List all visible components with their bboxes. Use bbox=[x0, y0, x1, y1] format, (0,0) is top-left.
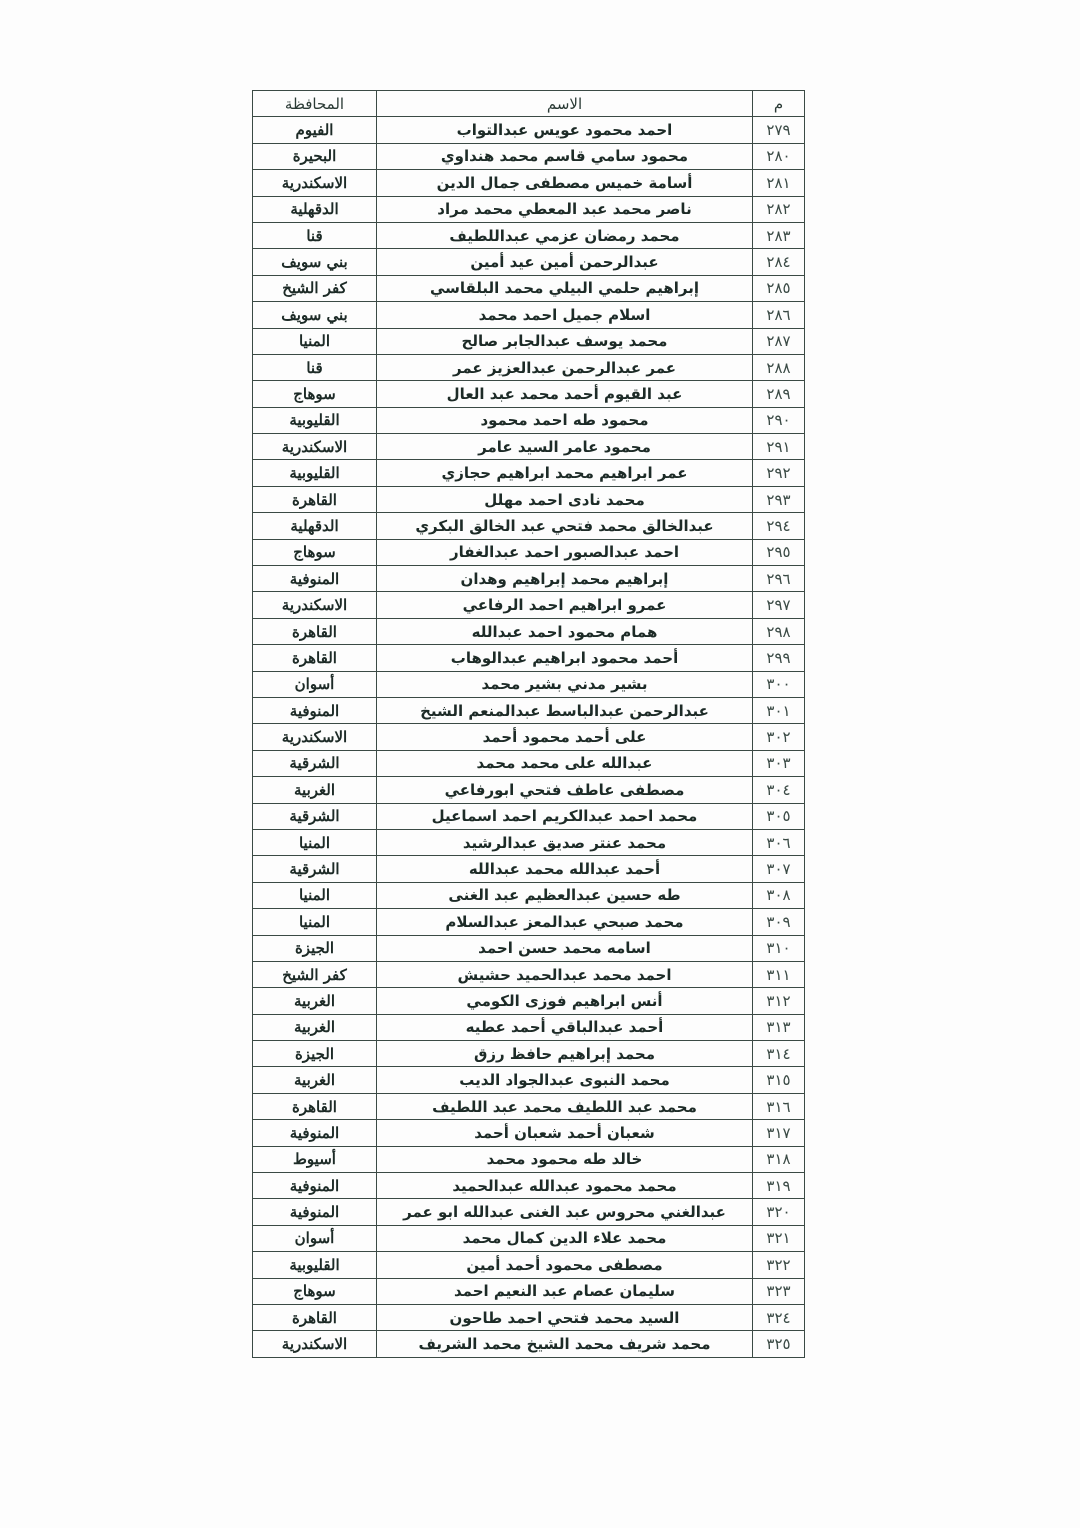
row-governorate: الجيزة bbox=[253, 935, 377, 961]
table-row bbox=[253, 724, 805, 750]
row-governorate: البحيرة bbox=[253, 143, 377, 169]
row-name: أحمد محمود ابراهيم عبدالوهاب bbox=[377, 645, 753, 671]
table-row bbox=[253, 381, 805, 407]
row-name: سليمان عصام عبد النعيم احمد bbox=[377, 1278, 753, 1304]
header-number: م bbox=[753, 91, 805, 117]
row-number: ٣١٧ bbox=[753, 1120, 805, 1146]
row-name: محمد إبراهيم حافظ رزق bbox=[377, 1041, 753, 1067]
row-number: ٣٠٥ bbox=[753, 803, 805, 829]
row-number: ٢٨٢ bbox=[753, 196, 805, 222]
row-name: مصطفى عاطف فتحي ابورفاعي bbox=[377, 777, 753, 803]
row-name: محمود سامي قاسم محمد هنداوي bbox=[377, 143, 753, 169]
table-row bbox=[253, 434, 805, 460]
row-number: ٣١٣ bbox=[753, 1014, 805, 1040]
row-name: إبراهيم محمد إبراهيم وهدان bbox=[377, 566, 753, 592]
row-number: ٢٩٠ bbox=[753, 407, 805, 433]
table-row bbox=[253, 196, 805, 222]
row-name: على أحمد محمود أحمد bbox=[377, 724, 753, 750]
row-name: محمد عبد اللطيف محمد عبد اللطيف bbox=[377, 1093, 753, 1119]
row-governorate: القليوبية bbox=[253, 407, 377, 433]
row-number: ٣١٤ bbox=[753, 1041, 805, 1067]
row-number: ٣٢٠ bbox=[753, 1199, 805, 1225]
row-name: احمد عبدالصبور احمد عبدالغفار bbox=[377, 539, 753, 565]
row-governorate: أسوان bbox=[253, 1225, 377, 1251]
row-number: ٣١٠ bbox=[753, 935, 805, 961]
row-name: عبدالله على محمد محمد bbox=[377, 750, 753, 776]
row-name: محمد علاء الدين كمال محمد bbox=[377, 1225, 753, 1251]
table-row bbox=[253, 354, 805, 380]
row-governorate: كفر الشيخ bbox=[253, 961, 377, 987]
table-row bbox=[253, 1093, 805, 1119]
row-name: محمد عنتر صديق عبدالرشيد bbox=[377, 829, 753, 855]
row-governorate: المنيا bbox=[253, 882, 377, 908]
row-name: محمد شريف محمد الشيخ محمد الشريف bbox=[377, 1331, 753, 1357]
row-number: ٢٨٥ bbox=[753, 275, 805, 301]
row-name: محمود عامر السيد عامر bbox=[377, 434, 753, 460]
row-name: محمد النبوى عبدالجواد الديب bbox=[377, 1067, 753, 1093]
table-row bbox=[253, 1067, 805, 1093]
row-governorate: سوهاج bbox=[253, 539, 377, 565]
row-governorate: الاسكندرية bbox=[253, 592, 377, 618]
table-row bbox=[253, 539, 805, 565]
row-number: ٣٠٦ bbox=[753, 829, 805, 855]
table-row bbox=[253, 513, 805, 539]
row-governorate: أسوان bbox=[253, 671, 377, 697]
row-governorate: القليوبية bbox=[253, 460, 377, 486]
row-governorate: الجيزة bbox=[253, 1041, 377, 1067]
table-row bbox=[253, 328, 805, 354]
table-row bbox=[253, 486, 805, 512]
row-governorate: المنيا bbox=[253, 909, 377, 935]
row-governorate: أسيوط bbox=[253, 1146, 377, 1172]
table-row bbox=[253, 1014, 805, 1040]
row-governorate: المنوفية bbox=[253, 1199, 377, 1225]
row-number: ٣١٢ bbox=[753, 988, 805, 1014]
row-number: ٢٩٩ bbox=[753, 645, 805, 671]
table-row bbox=[253, 1173, 805, 1199]
row-name: طه حسين عبدالعظيم عبد الغنى bbox=[377, 882, 753, 908]
table-row bbox=[253, 407, 805, 433]
row-name: عبدالرحمن عبدالباسط عبدالمنعم الشيخ bbox=[377, 697, 753, 723]
row-governorate: القاهرة bbox=[253, 1304, 377, 1330]
row-number: ٣٢١ bbox=[753, 1225, 805, 1251]
row-number: ٣٠٢ bbox=[753, 724, 805, 750]
row-governorate: الاسكندرية bbox=[253, 434, 377, 460]
row-name: محمد نادى احمد مهلل bbox=[377, 486, 753, 512]
row-governorate: المنوفية bbox=[253, 1120, 377, 1146]
table-row bbox=[253, 143, 805, 169]
row-number: ٣٢٤ bbox=[753, 1304, 805, 1330]
table-row bbox=[253, 249, 805, 275]
row-name: عمرو ابراهيم احمد الرفاعي bbox=[377, 592, 753, 618]
row-governorate: كفر الشيخ bbox=[253, 275, 377, 301]
row-name: ناصر محمد عبد المعطي محمد مراد bbox=[377, 196, 753, 222]
row-number: ٣١٨ bbox=[753, 1146, 805, 1172]
row-governorate: القاهرة bbox=[253, 1093, 377, 1119]
row-name: احمد محمد عبدالحميد حشيش bbox=[377, 961, 753, 987]
row-number: ٢٨٠ bbox=[753, 143, 805, 169]
table-header-row bbox=[253, 91, 805, 117]
table-row bbox=[253, 645, 805, 671]
row-governorate: الغربية bbox=[253, 1014, 377, 1040]
row-name: همام محمود احمد عبدالله bbox=[377, 618, 753, 644]
row-governorate: المنيا bbox=[253, 829, 377, 855]
row-number: ٣١٩ bbox=[753, 1173, 805, 1199]
table-row bbox=[253, 618, 805, 644]
row-number: ٣٠٣ bbox=[753, 750, 805, 776]
table-row bbox=[253, 592, 805, 618]
row-name: إبراهيم حلمي البيلي محمد البلقاسي bbox=[377, 275, 753, 301]
row-name: محمد يوسف عبدالجابر صالح bbox=[377, 328, 753, 354]
row-name: عمر ابراهيم محمد ابراهيم حجازي bbox=[377, 460, 753, 486]
table-row bbox=[253, 117, 805, 143]
row-name: عبدالغني محروس عبد الغنى عبدالله ابو عمر bbox=[377, 1199, 753, 1225]
row-governorate: الاسكندرية bbox=[253, 1331, 377, 1357]
row-number: ٢٨٣ bbox=[753, 222, 805, 248]
row-number: ٣١٥ bbox=[753, 1067, 805, 1093]
row-number: ٣٠١ bbox=[753, 697, 805, 723]
row-governorate: الدقهلية bbox=[253, 196, 377, 222]
table-row bbox=[253, 1120, 805, 1146]
row-governorate: قنا bbox=[253, 222, 377, 248]
row-name: السيد محمد فتحي احمد طاحون bbox=[377, 1304, 753, 1330]
row-number: ٢٩٣ bbox=[753, 486, 805, 512]
row-name: عبدالخالق محمد فتحي عبد الخالق البكري bbox=[377, 513, 753, 539]
row-name: محمد احمد عبدالكريم احمد اسماعيل bbox=[377, 803, 753, 829]
table-row bbox=[253, 856, 805, 882]
row-number: ٢٩٢ bbox=[753, 460, 805, 486]
row-governorate: القاهرة bbox=[253, 486, 377, 512]
row-number: ٣٠٠ bbox=[753, 671, 805, 697]
row-governorate: الغربية bbox=[253, 1067, 377, 1093]
table-row bbox=[253, 1199, 805, 1225]
row-number: ٢٩١ bbox=[753, 434, 805, 460]
row-governorate: الدقهلية bbox=[253, 513, 377, 539]
row-name: محمود طه احمد محمود bbox=[377, 407, 753, 433]
row-number: ٣٠٩ bbox=[753, 909, 805, 935]
table-row bbox=[253, 882, 805, 908]
table-row bbox=[253, 1146, 805, 1172]
table-row bbox=[253, 935, 805, 961]
table-row bbox=[253, 1041, 805, 1067]
table-row bbox=[253, 222, 805, 248]
table-row bbox=[253, 460, 805, 486]
row-governorate: المنيا bbox=[253, 328, 377, 354]
header-governorate: المحافظة bbox=[253, 91, 377, 117]
row-governorate: القاهرة bbox=[253, 618, 377, 644]
row-name: مصطفى محمود أحمد أمين bbox=[377, 1252, 753, 1278]
row-governorate: الشرقية bbox=[253, 856, 377, 882]
row-number: ٣٠٤ bbox=[753, 777, 805, 803]
row-name: عمر عبدالرحمن عبدالعزيز عمر bbox=[377, 354, 753, 380]
table-row bbox=[253, 1252, 805, 1278]
row-number: ٢٩٥ bbox=[753, 539, 805, 565]
table-row bbox=[253, 829, 805, 855]
row-governorate: سوهاج bbox=[253, 1278, 377, 1304]
row-name: عبد القيوم أحمد محمد عبد العال bbox=[377, 381, 753, 407]
row-name: أحمد عبدالله محمد عبدالله bbox=[377, 856, 753, 882]
row-name: أحمد عبدالباقي أحمد عطيه bbox=[377, 1014, 753, 1040]
table-row bbox=[253, 170, 805, 196]
row-name: محمد محمود عبدالله عبدالحميد bbox=[377, 1173, 753, 1199]
table-row bbox=[253, 697, 805, 723]
row-name: احمد محمود عويس عبدالتواب bbox=[377, 117, 753, 143]
table-row bbox=[253, 1304, 805, 1330]
row-governorate: بني سويف bbox=[253, 249, 377, 275]
row-number: ٢٩٨ bbox=[753, 618, 805, 644]
row-name: محمد صبحي عبدالمعز عبدالسلام bbox=[377, 909, 753, 935]
row-governorate: قنا bbox=[253, 354, 377, 380]
row-number: ٢٨٨ bbox=[753, 354, 805, 380]
row-governorate: الاسكندرية bbox=[253, 724, 377, 750]
table-row bbox=[253, 671, 805, 697]
table-row bbox=[253, 777, 805, 803]
row-governorate: القليوبية bbox=[253, 1252, 377, 1278]
row-number: ٣٢٥ bbox=[753, 1331, 805, 1357]
row-governorate: سوهاج bbox=[253, 381, 377, 407]
row-governorate: بني سويف bbox=[253, 302, 377, 328]
row-number: ٢٨٧ bbox=[753, 328, 805, 354]
table-row bbox=[253, 988, 805, 1014]
row-governorate: المنوفية bbox=[253, 566, 377, 592]
row-name: أنس ابراهيم فوزى الكومي bbox=[377, 988, 753, 1014]
row-governorate: القاهرة bbox=[253, 645, 377, 671]
row-name: بشير مدني بشير محمد bbox=[377, 671, 753, 697]
row-name: محمد رمضان عزمي عبداللطيف bbox=[377, 222, 753, 248]
table-row bbox=[253, 1225, 805, 1251]
row-number: ٣٠٨ bbox=[753, 882, 805, 908]
row-number: ٣٢٣ bbox=[753, 1278, 805, 1304]
table-row bbox=[253, 566, 805, 592]
row-number: ٢٧٩ bbox=[753, 117, 805, 143]
row-governorate: المنوفية bbox=[253, 1173, 377, 1199]
row-governorate: الشرقية bbox=[253, 750, 377, 776]
row-name: أسامة خميس مصطفى جمال الدين bbox=[377, 170, 753, 196]
row-governorate: الغربية bbox=[253, 988, 377, 1014]
row-number: ٢٨٤ bbox=[753, 249, 805, 275]
table-row bbox=[253, 750, 805, 776]
header-name: الاسم bbox=[377, 91, 753, 117]
row-governorate: الشرقية bbox=[253, 803, 377, 829]
row-name: اسامه محمد حسن احمد bbox=[377, 935, 753, 961]
table-row bbox=[253, 961, 805, 987]
row-number: ٣٢٢ bbox=[753, 1252, 805, 1278]
row-number: ٢٩٤ bbox=[753, 513, 805, 539]
row-number: ٢٨٩ bbox=[753, 381, 805, 407]
row-governorate: الاسكندرية bbox=[253, 170, 377, 196]
row-governorate: الغربية bbox=[253, 777, 377, 803]
row-governorate: المنوفية bbox=[253, 697, 377, 723]
row-name: خالد طه محمود محمد bbox=[377, 1146, 753, 1172]
row-governorate: الفيوم bbox=[253, 117, 377, 143]
row-number: ٢٨٦ bbox=[753, 302, 805, 328]
names-table bbox=[252, 90, 805, 1358]
row-name: شعبان أحمد شعبان أحمد bbox=[377, 1120, 753, 1146]
row-number: ٢٩٧ bbox=[753, 592, 805, 618]
table-row bbox=[253, 803, 805, 829]
row-number: ٣١١ bbox=[753, 961, 805, 987]
table-row bbox=[253, 1331, 805, 1357]
table-row bbox=[253, 909, 805, 935]
table-row bbox=[253, 1278, 805, 1304]
row-name: اسلام جميل احمد محمد bbox=[377, 302, 753, 328]
row-name: عبدالرحمن أمين عيد أمين bbox=[377, 249, 753, 275]
row-number: ٣١٦ bbox=[753, 1093, 805, 1119]
table-row bbox=[253, 302, 805, 328]
row-number: ٢٨١ bbox=[753, 170, 805, 196]
row-number: ٣٠٧ bbox=[753, 856, 805, 882]
row-number: ٢٩٦ bbox=[753, 566, 805, 592]
table-body bbox=[253, 117, 805, 1357]
table-row bbox=[253, 275, 805, 301]
